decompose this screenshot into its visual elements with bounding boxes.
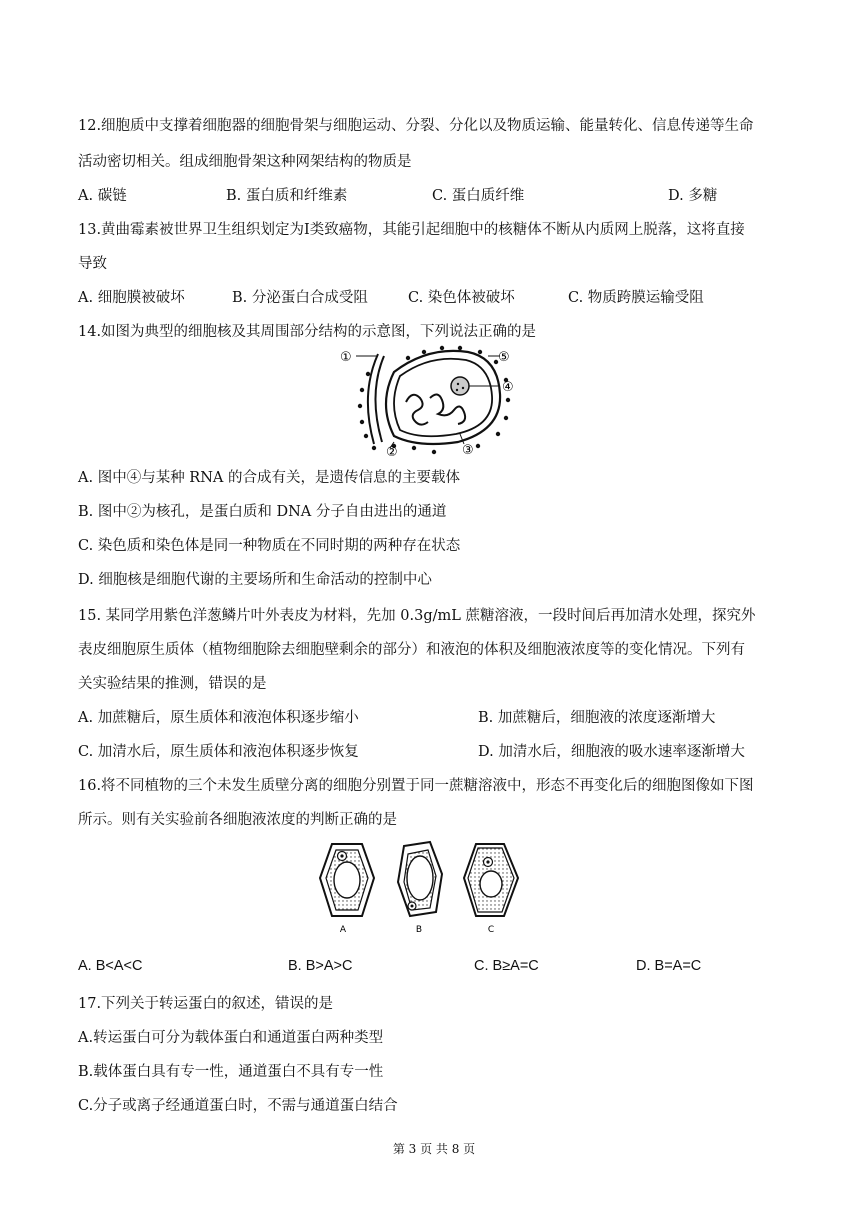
q16-option-b: B. B>A>C xyxy=(288,958,353,974)
q15-stem-line3: 关实验结果的推测，错误的是 xyxy=(78,676,267,692)
diagram-label-2: ② xyxy=(386,445,398,456)
q13-option-c: C. 染色体被破坏 xyxy=(408,290,515,306)
q13-option-b: B. 分泌蛋白合成受阻 xyxy=(232,290,368,306)
q12-stem-line1: 12.细胞质中支撑着细胞器的细胞骨架与细胞运动、分裂、分化以及物质运输、能量转化、信息传递等生命 xyxy=(78,118,754,134)
q16-option-d: D. B=A=C xyxy=(636,958,702,974)
q17-option-c: C.分子或离子经通道蛋白时，不需与通道蛋白结合 xyxy=(78,1098,398,1114)
q16-option-c: C. B≥A=C xyxy=(474,958,539,974)
q13-option-a: A. 细胞膜被破坏 xyxy=(78,290,185,306)
q16-stem-line1: 16.将不同植物的三个未发生质壁分离的细胞分别置于同一蔗糖溶液中，形态不再变化后的细胞图像如下图 xyxy=(78,778,754,794)
plant-cells-figure xyxy=(318,840,534,938)
cell-b-label: B xyxy=(415,925,423,935)
q14-stem: 14.如图为典型的细胞核及其周围部分结构的示意图，下列说法正确的是 xyxy=(78,324,537,340)
q17-option-a: A.转运蛋白可分为载体蛋白和通道蛋白两种类型 xyxy=(78,1030,384,1046)
q12-option-b: B. 蛋白质和纤维素 xyxy=(226,188,348,204)
q15-option-c: C. 加清水后，原生质体和液泡体积逐步恢复 xyxy=(78,744,359,760)
page-footer: 第 3 页 共 8 页 xyxy=(392,1142,476,1156)
diagram-label-3: ③ xyxy=(462,443,474,456)
q14-option-b: B. 图中②为核孔，是蛋白质和 DNA 分子自由进出的通道 xyxy=(78,504,447,520)
q16-stem-line2: 所示。则有关实验前各细胞液浓度的判断正确的是 xyxy=(78,812,397,828)
q13-option-d: C. 物质跨膜运输受阻 xyxy=(568,290,704,306)
diagram-label-1: ① xyxy=(340,350,352,365)
q13-stem-line2: 导致 xyxy=(78,256,107,272)
diagram-label-5: ⑤ xyxy=(498,350,510,365)
q12-option-c: C. 蛋白质纤维 xyxy=(432,188,525,204)
q12-option-d: D. 多糖 xyxy=(668,188,718,204)
q13-stem-line1: 13.黄曲霉素被世界卫生组织划定为Ⅰ类致癌物，其能引起细胞中的核糖体不断从内质网上脱落，这将直接 xyxy=(78,222,745,238)
nucleus-diagram xyxy=(338,344,528,456)
q17-option-b: B.载体蛋白具有专一性，通道蛋白不具有专一性 xyxy=(78,1064,384,1080)
q17-stem: 17.下列关于转运蛋白的叙述，错误的是 xyxy=(78,996,334,1012)
q12-option-a: A. 碳链 xyxy=(78,188,127,204)
cell-c-label: C xyxy=(487,925,495,935)
q15-option-b: B. 加蔗糖后，细胞液的浓度逐渐增大 xyxy=(478,710,716,726)
cell-a-label: A xyxy=(339,925,347,935)
q15-option-a: A. 加蔗糖后，原生质体和液泡体积逐步缩小 xyxy=(78,710,359,726)
q14-option-a: A. 图中④与某种 RNA 的合成有关，是遗传信息的主要载体 xyxy=(78,470,460,486)
q14-option-d: D. 细胞核是细胞代谢的主要场所和生命活动的控制中心 xyxy=(78,572,432,588)
q15-stem-line2: 表皮细胞原生质体（植物细胞除去细胞壁剩余的部分）和液泡的体积及细胞液浓度等的变化情况。下列有 xyxy=(78,642,745,658)
q15-option-d: D. 加清水后，细胞液的吸水速率逐渐增大 xyxy=(478,744,745,760)
q15-stem-line1: 15. 某同学用紫色洋葱鳞片叶外表皮为材料，先加 0.3g/mL 蔗糖溶液，一段时间后再加清水处理，探究外 xyxy=(78,608,756,624)
q12-stem-line2: 活动密切相关。组成细胞骨架这种网架结构的物质是 xyxy=(78,154,412,170)
diagram-label-4: ④ xyxy=(502,380,514,395)
q16-option-a: A. B<A<C xyxy=(78,958,143,974)
q14-option-c: C. 染色质和染色体是同一种物质在不同时期的两种存在状态 xyxy=(78,538,461,554)
